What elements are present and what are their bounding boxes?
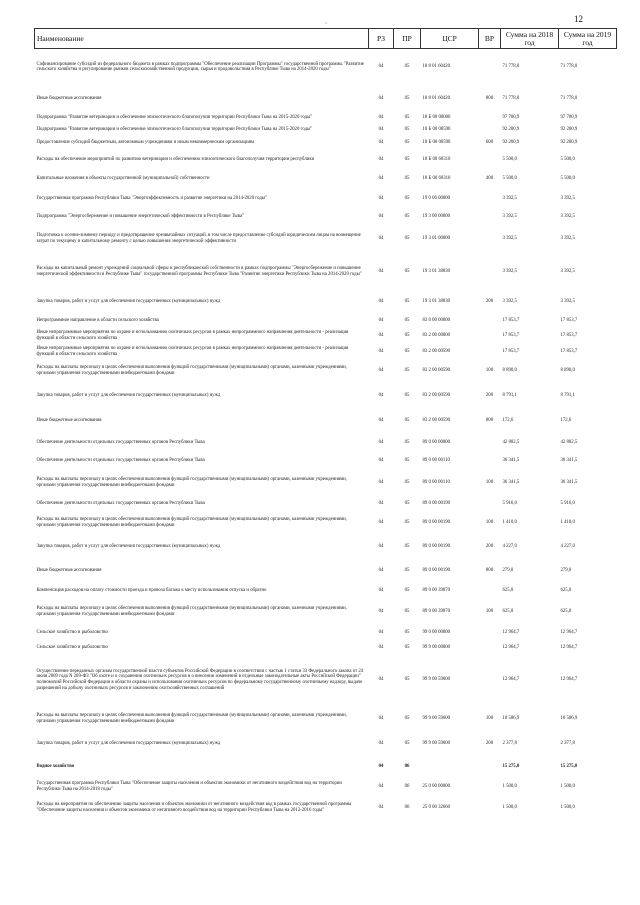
cell-vr (479, 497, 501, 511)
cell-csr: 19 3 01 00000 (422, 236, 451, 242)
cell-rz: 04 (378, 644, 384, 650)
cell-name: Закупка товаров, работ и услуг для обеспечения государственных (муниципальных) нужд (36, 298, 221, 304)
table-row (35, 314, 617, 328)
cell-csr: 18 Б 00 60310 (422, 175, 451, 181)
cell-pr: 05 (404, 677, 410, 683)
cell-s1: 17 853,7 (502, 333, 520, 339)
cell-csr: 89 0 00 00000 (422, 439, 451, 445)
cell-pr: 05 (404, 629, 410, 635)
cell-csr: 89 0 00 00190 (422, 543, 451, 549)
cell-name: Обеспечение деятельности отдельных государственных органов Республики Тыва (36, 500, 205, 506)
cell-name: Иные бюджетные ассигнования (36, 567, 102, 573)
table-row (35, 732, 617, 756)
cell-s2: 17 853,7 (560, 333, 578, 339)
table-row (35, 136, 617, 150)
cell-s2: 3 392,5 (560, 236, 575, 242)
cell-vr (479, 756, 501, 779)
cell-s1: 15 275,0 (502, 764, 520, 770)
cell-s2: 1 500,0 (560, 805, 575, 811)
cell-rz: 04 (378, 333, 384, 339)
cell-s2: 3 392,5 (560, 195, 575, 201)
cell-pr: 05 (404, 269, 410, 275)
cell-s1: 279,0 (502, 567, 514, 573)
cell-csr: 83 2 00 00000 (422, 333, 451, 339)
table-row (35, 779, 617, 796)
cell-s1: 71 778,0 (502, 64, 520, 70)
cell-name: Подпрограмма "Развитие ветеринарии и обеспечение эпизоотического благополучия территории Республики Тыва на 2015-2020 годы" (36, 114, 313, 120)
cell-csr: 25 0 00 00000 (422, 784, 451, 790)
cell-rz: 04 (378, 213, 384, 219)
cell-pr: 05 (404, 139, 410, 145)
cell-s1: 36 341,5 (502, 458, 520, 464)
cell-vr: 200 (485, 543, 494, 549)
cell-pr: 05 (404, 367, 410, 373)
table-row (35, 383, 617, 409)
cell-pr: 05 (404, 298, 410, 304)
cell-vr (479, 255, 501, 290)
table-row (35, 655, 617, 706)
cell-name: Иные непрограммные мероприятия по охране и использованию охотничьих ресурсов в рамках непрограммного направления деятельности - реализация функций в области сельского хозяйства (36, 345, 349, 357)
cell-s2: 5 916,0 (560, 500, 575, 506)
cell-name: Сельское хозяйство и рыболовство (36, 644, 108, 650)
table-row (35, 124, 617, 136)
cell-s1: 3 392,5 (502, 213, 517, 219)
table-row (35, 112, 617, 124)
cell-vr (479, 655, 501, 706)
cell-name: Осуществление переданных органам государственной власти субъектов Российской Федерации в соответствии с частью 1 статьи 33 Федерального закона от 24 июля 2009 года N 209-ФЗ "Об охоте и о сохранении охотничьих ресурсов и о внесении изменений в отдельные законодательные акты Российской Федерации" полномочий Российской Федерации в области охраны и использования охотничьих ресурсов по федеральному государственному охотничьему надзору, выдаче разрешений на добычу охотничьих ресурсов и заключению охотхозяйственных соглашений (36, 668, 364, 691)
cell-pr: 05 (404, 213, 410, 219)
top-mark: ,, (325, 20, 328, 25)
cell-name: Капитальные вложения в объекты государственной (муниципальной) собственности (36, 175, 210, 181)
cell-rz: 04 (378, 367, 384, 373)
table-header-row (35, 29, 617, 49)
cell-s2: 4 227,0 (560, 543, 575, 549)
cell-csr: 18 8 01 60420 (422, 64, 451, 70)
cell-rz: 04 (378, 500, 384, 506)
cell-rz: 04 (378, 175, 384, 181)
cell-csr: 18 8 01 60420 (422, 95, 451, 101)
cell-name: Государственная программа Республики Тыва "Энергоэффективность и развитие энергетики на 2014-2020 годы" (36, 195, 268, 201)
cell-name: Закупка товаров, работ и услуг для обеспечения государственных (муниципальных) нужд (36, 543, 221, 549)
cell-pr: 05 (404, 95, 410, 101)
cell-s2: 5 500,0 (560, 175, 575, 181)
cell-vr: 400 (485, 175, 494, 181)
cell-name: Софинансирование субсидий из федерального бюджета в рамках подпрограммы "Обеспечение реализации Программы" государственной программы "Развитие сельского хозяйства и регулирование рынков сельскохозяйственной продукции, сырья и продовольствия в Республике Тыва на 2014-2020 годы" (36, 61, 364, 73)
budget-table (34, 28, 617, 821)
cell-s2: 1 500,0 (560, 784, 575, 790)
table-row (35, 49, 617, 86)
cell-s2: 5 500,0 (560, 156, 575, 162)
cell-csr: 18 Б 00 00000 (422, 114, 451, 120)
cell-csr: 18 Б 00 00590 (422, 126, 451, 132)
table-row (35, 328, 617, 345)
cell-rz: 04 (378, 392, 384, 398)
cell-rz: 04 (378, 139, 384, 145)
cell-vr: 800 (485, 417, 494, 423)
cell-s2: 3 392,5 (560, 213, 575, 219)
table-row (35, 188, 617, 210)
cell-rz: 04 (378, 519, 384, 525)
cell-rz: 04 (378, 195, 384, 201)
cell-csr (421, 756, 479, 779)
cell-pr: 05 (404, 458, 410, 464)
cell-s1: 17 853,7 (502, 317, 520, 323)
table-row (35, 535, 617, 559)
cell-name: Подпрограмма "Развитие ветеринарии и обеспечение эпизоотического благополучия территории Республики Тыва на 2015-2020 годы" (36, 126, 313, 132)
table-row (35, 170, 617, 188)
cell-s2: 15 275,0 (560, 764, 578, 770)
table-row (35, 86, 617, 112)
cell-s1: 172,6 (502, 417, 514, 423)
table-row (35, 345, 617, 359)
cell-s2: 625,0 (560, 609, 572, 615)
cell-csr: 89 0 00 39870 (422, 609, 451, 615)
cell-pr: 05 (404, 126, 410, 132)
cell-s1: 3 392,5 (502, 195, 517, 201)
cell-rz: 04 (378, 126, 384, 132)
cell-vr: 100 (485, 519, 494, 525)
table-body (35, 49, 617, 821)
table-row (35, 359, 617, 383)
cell-csr: 89 0 00 00190 (422, 500, 451, 506)
cell-vr (479, 150, 501, 170)
cell-name: Иные непрограммные мероприятия по охране и использованию охотничьих ресурсов в рамках непрограммного направления деятельности - реализация функций в области сельского хозяйства (36, 330, 349, 341)
cell-pr: 05 (404, 348, 410, 354)
cell-rz: 04 (378, 298, 384, 304)
cell-rz: 04 (378, 439, 384, 445)
table-row (35, 255, 617, 290)
cell-csr: 18 Б 00 00590 (422, 139, 451, 145)
cell-s2: 12 964,7 (560, 629, 578, 635)
cell-vr (479, 314, 501, 328)
table-row (35, 511, 617, 535)
cell-rz: 04 (378, 740, 384, 746)
cell-rz: 04 (378, 715, 384, 721)
cell-csr: 89 0 00 00190 (422, 519, 451, 525)
cell-s1: 2 377,8 (502, 740, 517, 746)
cell-s1: 5 916,0 (502, 500, 517, 506)
cell-vr (479, 796, 501, 821)
cell-s2: 172,6 (560, 417, 572, 423)
table-row (35, 453, 617, 470)
cell-rz: 04 (378, 805, 384, 811)
cell-csr: 89 0 00 00110 (422, 458, 450, 464)
cell-s2: 8 890,0 (560, 367, 575, 373)
cell-s2: 1 410,0 (560, 519, 575, 525)
cell-pr: 05 (404, 715, 410, 721)
header-sum-2018: Сумма на 2018 год (501, 29, 559, 49)
cell-rz: 04 (378, 269, 384, 275)
table-row (35, 210, 617, 224)
cell-name: Расходы на капитальный ремонт учреждений социальной сферы и республиканской собственности в рамках подпрограммы "Энергосбережение и повышение энергетической эффективности в Республике Тыва" государственной программы Республики Тыва "Развитие энергетики Республики Тыва на 2014-2020 годы" (36, 266, 362, 277)
table-row (35, 600, 617, 625)
header-name: Наименование (35, 29, 369, 49)
cell-vr (479, 49, 501, 86)
cell-rz: 04 (378, 784, 384, 790)
page-number: 12 (574, 14, 583, 24)
cell-pr: 05 (404, 588, 410, 594)
header-pr: ПР (394, 29, 421, 49)
header-rz: РЗ (369, 29, 394, 49)
cell-s2: 2 377,8 (560, 740, 575, 746)
cell-s2: 97 700,9 (560, 114, 578, 120)
cell-s1: 3 392,5 (502, 236, 517, 242)
cell-pr: 05 (404, 480, 410, 486)
cell-name: Сельское хозяйство и рыболовство (36, 629, 108, 635)
cell-vr (479, 328, 501, 345)
cell-s1: 625,0 (502, 588, 514, 594)
cell-s1: 17 853,7 (502, 348, 520, 354)
cell-csr: 89 0 00 00190 (422, 567, 451, 573)
cell-s1: 92 200,9 (502, 139, 520, 145)
cell-pr: 05 (404, 114, 410, 120)
cell-s1: 97 700,9 (502, 114, 520, 120)
table-row (35, 409, 617, 433)
cell-s1: 1 500,0 (502, 805, 517, 811)
cell-csr: 99 0 00 00000 (422, 629, 451, 635)
cell-vr (479, 625, 501, 641)
cell-rz: 04 (378, 543, 384, 549)
cell-name: Закупка товаров, работ и услуг для обеспечения государственных (муниципальных) нужд (36, 392, 221, 398)
cell-name: Расходы на выплаты персоналу в целях обеспечения выполнения функций государственными (муниципальными) органами, казенными учреждениями, органами управления государственными внебюджетными фондами (36, 364, 347, 376)
cell-pr: 05 (404, 740, 410, 746)
cell-csr: 83 2 00 00590 (422, 348, 451, 354)
cell-pr: 05 (404, 609, 410, 615)
cell-pr: 05 (404, 519, 410, 525)
cell-vr (479, 210, 501, 224)
cell-rz: 04 (378, 317, 384, 323)
table-row (35, 796, 617, 821)
cell-s2: 92 200,9 (560, 139, 578, 145)
cell-name: Подготовка к осенне-зимнему периоду и предотвращение чрезвычайных ситуаций, в том числе предоставление субсидий юридическим лицам на возмещение затрат по текущему и капитальному ремонту с целью повышения энергетической эффективности (36, 233, 361, 244)
cell-name: Обеспечение деятельности отдельных государственных органов Республики Тыва (36, 458, 205, 464)
cell-pr: 05 (404, 439, 410, 445)
cell-s2: 279,0 (560, 567, 572, 573)
cell-s1: 3 392,5 (502, 298, 517, 304)
cell-csr: 99 9 00 59600 (422, 715, 451, 721)
cell-s1: 42 882,5 (502, 439, 520, 445)
cell-pr: 05 (404, 333, 410, 339)
header-vr: ВР (479, 29, 501, 49)
cell-csr: 19 3 01 38830 (422, 298, 451, 304)
cell-vr (479, 583, 501, 600)
cell-vr: 100 (485, 367, 494, 373)
cell-s2: 71 778,0 (560, 64, 578, 70)
cell-pr: 05 (404, 567, 410, 573)
cell-s1: 5 500,0 (502, 156, 517, 162)
cell-rz: 04 (378, 567, 384, 573)
cell-pr: 05 (404, 392, 410, 398)
cell-s1: 36 341,5 (502, 480, 520, 486)
cell-vr: 800 (485, 95, 494, 101)
cell-vr (479, 112, 501, 124)
cell-s1: 92 200,9 (502, 126, 520, 132)
cell-s2: 3 392,5 (560, 269, 575, 275)
cell-vr: 100 (485, 609, 494, 615)
cell-csr: 19 3 00 00000 (422, 213, 451, 219)
table-row (35, 559, 617, 583)
cell-csr: 83 2 00 00590 (422, 392, 451, 398)
header-sum-2019: Сумма на 2019 год (559, 29, 617, 49)
cell-s1: 12 964,7 (502, 644, 520, 650)
cell-s1: 1 500,0 (502, 784, 517, 790)
cell-vr (479, 345, 501, 359)
cell-name: Расходы на выплаты персоналу в целях обеспечения выполнения функций государственными (муниципальными) органами, казенными учреждениями, органами управления государственными внебюджетными фондами (36, 516, 347, 528)
cell-name: Закупка товаров, работ и услуг для обеспечения государственных (муниципальных) нужд (36, 740, 221, 746)
cell-pr: 06 (404, 784, 410, 790)
cell-s2: 92 200,9 (560, 126, 578, 132)
cell-csr: 19 0 00 00000 (422, 195, 451, 201)
cell-rz: 04 (378, 114, 384, 120)
cell-name: Компенсация расходов на оплату стоимости проезда и провоза багажа к месту использования отпуска и обратно (36, 588, 267, 594)
cell-name: Иные бюджетные ассигнования (36, 95, 102, 101)
cell-name: Обеспечение деятельности отдельных государственных органов Республики Тыва (36, 439, 205, 445)
cell-name: Расходы на выплаты персоналу в целях обеспечения выполнения функций государственными (муниципальными) органами, казенными учреждениями, органами управления государственными внебюджетными фондами (36, 712, 347, 724)
cell-s1: 8 791,1 (502, 392, 517, 398)
cell-rz: 04 (378, 236, 384, 242)
cell-vr (479, 433, 501, 453)
cell-vr: 600 (485, 139, 494, 145)
cell-name: Расходы на обеспечение мероприятий по развитию ветеринарии и обеспечению эпизоотического благополучия территории республики (36, 156, 315, 162)
cell-rz: 04 (378, 458, 384, 464)
cell-s2: 42 882,5 (560, 439, 578, 445)
cell-s1: 4 227,0 (502, 543, 517, 549)
cell-pr: 05 (404, 417, 410, 423)
cell-vr (479, 188, 501, 210)
cell-pr: 05 (404, 543, 410, 549)
table-row (35, 756, 617, 779)
cell-vr: 100 (485, 715, 494, 721)
cell-name: Расходы на выплаты персоналу в целях обеспечения выполнения функций государственными (муниципальными) органами, казенными учреждениями, органами управления государственными внебюджетными фондами (36, 606, 347, 617)
table-row (35, 497, 617, 511)
table-row (35, 641, 617, 655)
cell-s2: 36 341,5 (560, 480, 578, 486)
cell-vr (479, 779, 501, 796)
cell-s2: 3 392,5 (560, 298, 575, 304)
cell-pr: 05 (404, 175, 410, 181)
cell-s1: 12 964,7 (502, 677, 520, 683)
cell-rz: 04 (378, 348, 384, 354)
cell-csr: 19 3 01 38830 (422, 269, 451, 275)
cell-name: Государственная программа Республики Тыва "Обеспечение защиты населения и объектов экономики от негативного воздействия вод на территории Республики Тыва на 2014-2018 годы" (36, 781, 342, 792)
cell-s2: 12 964,7 (560, 677, 578, 683)
cell-vr: 200 (485, 392, 494, 398)
table-row (35, 224, 617, 255)
cell-vr: 200 (485, 740, 494, 746)
cell-s2: 10 586,9 (560, 715, 578, 721)
cell-s1: 3 392,5 (502, 269, 517, 275)
table-row (35, 433, 617, 453)
cell-s1: 10 586,9 (502, 715, 520, 721)
cell-s2: 71 778,0 (560, 95, 578, 101)
cell-name: Непрограммное направление в области сельского хозяйства (36, 317, 159, 323)
cell-vr (479, 124, 501, 136)
cell-pr: 05 (404, 195, 410, 201)
cell-csr: 25 0 00 32660 (422, 805, 451, 811)
cell-rz: 04 (378, 629, 384, 635)
cell-vr (479, 224, 501, 255)
cell-s2: 17 853,7 (560, 317, 578, 323)
table-row (35, 290, 617, 314)
cell-rz: 04 (378, 417, 384, 423)
cell-rz: 04 (378, 764, 384, 770)
cell-vr (479, 453, 501, 470)
cell-vr: 100 (485, 480, 494, 486)
cell-pr: 05 (404, 644, 410, 650)
cell-vr (479, 641, 501, 655)
cell-s1: 12 964,7 (502, 629, 520, 635)
cell-csr: 18 Б 00 60310 (422, 156, 451, 162)
header-csr: ЦСР (421, 29, 479, 49)
cell-csr: 99 9 00 59600 (422, 677, 451, 683)
cell-csr: 83 2 00 00590 (422, 417, 451, 423)
cell-csr: 99 9 00 59600 (422, 740, 451, 746)
cell-s2: 17 853,7 (560, 348, 578, 354)
cell-name: Подпрограмма "Энергосбережение и повышение энергетической эффективности в Республике Тыва" (36, 213, 244, 219)
cell-rz: 04 (378, 609, 384, 615)
cell-rz: 04 (378, 95, 384, 101)
cell-name: Расходы на выплаты персоналу в целях обеспечения выполнения функций государственными (муниципальными) органами, казенными учреждениями, органами управления государственными внебюджетными фондами (36, 477, 347, 488)
cell-pr: 06 (404, 805, 410, 811)
cell-pr: 05 (404, 64, 410, 70)
cell-s2: 8 791,1 (560, 392, 575, 398)
cell-name: Иные бюджетные ассигнования (36, 417, 102, 423)
cell-s2: 36 341,5 (560, 458, 578, 464)
cell-pr: 06 (404, 764, 410, 770)
table-row (35, 150, 617, 170)
cell-csr: 89 0 00 00110 (422, 480, 450, 486)
cell-s1: 71 778,0 (502, 95, 520, 101)
cell-s1: 8 890,0 (502, 367, 517, 373)
cell-s2: 12 964,7 (560, 644, 578, 650)
cell-rz: 04 (378, 156, 384, 162)
cell-csr: 89 0 00 39870 (422, 588, 451, 594)
cell-vr: 200 (485, 298, 494, 304)
cell-csr: 83 0 00 00000 (422, 317, 451, 323)
cell-csr: 83 2 00 00590 (422, 367, 451, 373)
cell-pr: 05 (404, 500, 410, 506)
cell-csr: 99 9 00 00000 (422, 644, 451, 650)
cell-pr: 05 (404, 236, 410, 242)
cell-s1: 5 500,0 (502, 175, 517, 181)
cell-rz: 04 (378, 64, 384, 70)
cell-rz: 04 (378, 480, 384, 486)
cell-rz: 04 (378, 588, 384, 594)
cell-pr: 05 (404, 317, 410, 323)
cell-name: Предоставление субсидий бюджетным, автономным учреждениям и иным некоммерческим организациям (36, 139, 254, 145)
cell-s2: 625,0 (560, 588, 572, 594)
cell-vr: 800 (485, 567, 494, 573)
table-row (35, 583, 617, 600)
cell-rz: 04 (378, 677, 384, 683)
cell-pr: 05 (404, 156, 410, 162)
table-row (35, 625, 617, 641)
cell-s1: 625,0 (502, 609, 514, 615)
table-row (35, 706, 617, 732)
cell-s1: 1 410,0 (502, 519, 517, 525)
table-row (35, 470, 617, 497)
cell-name: Водное хозяйство (36, 764, 75, 770)
cell-name: Расходы на мероприятия по обеспечению защиты населения и объектов экономики от негативного воздействия вод в рамках государственной программы "Обеспечение защиты населения и объектов экономики от негативного воздействия вод на территории Республики Тыва на 2012-2016 годы" (36, 802, 352, 813)
